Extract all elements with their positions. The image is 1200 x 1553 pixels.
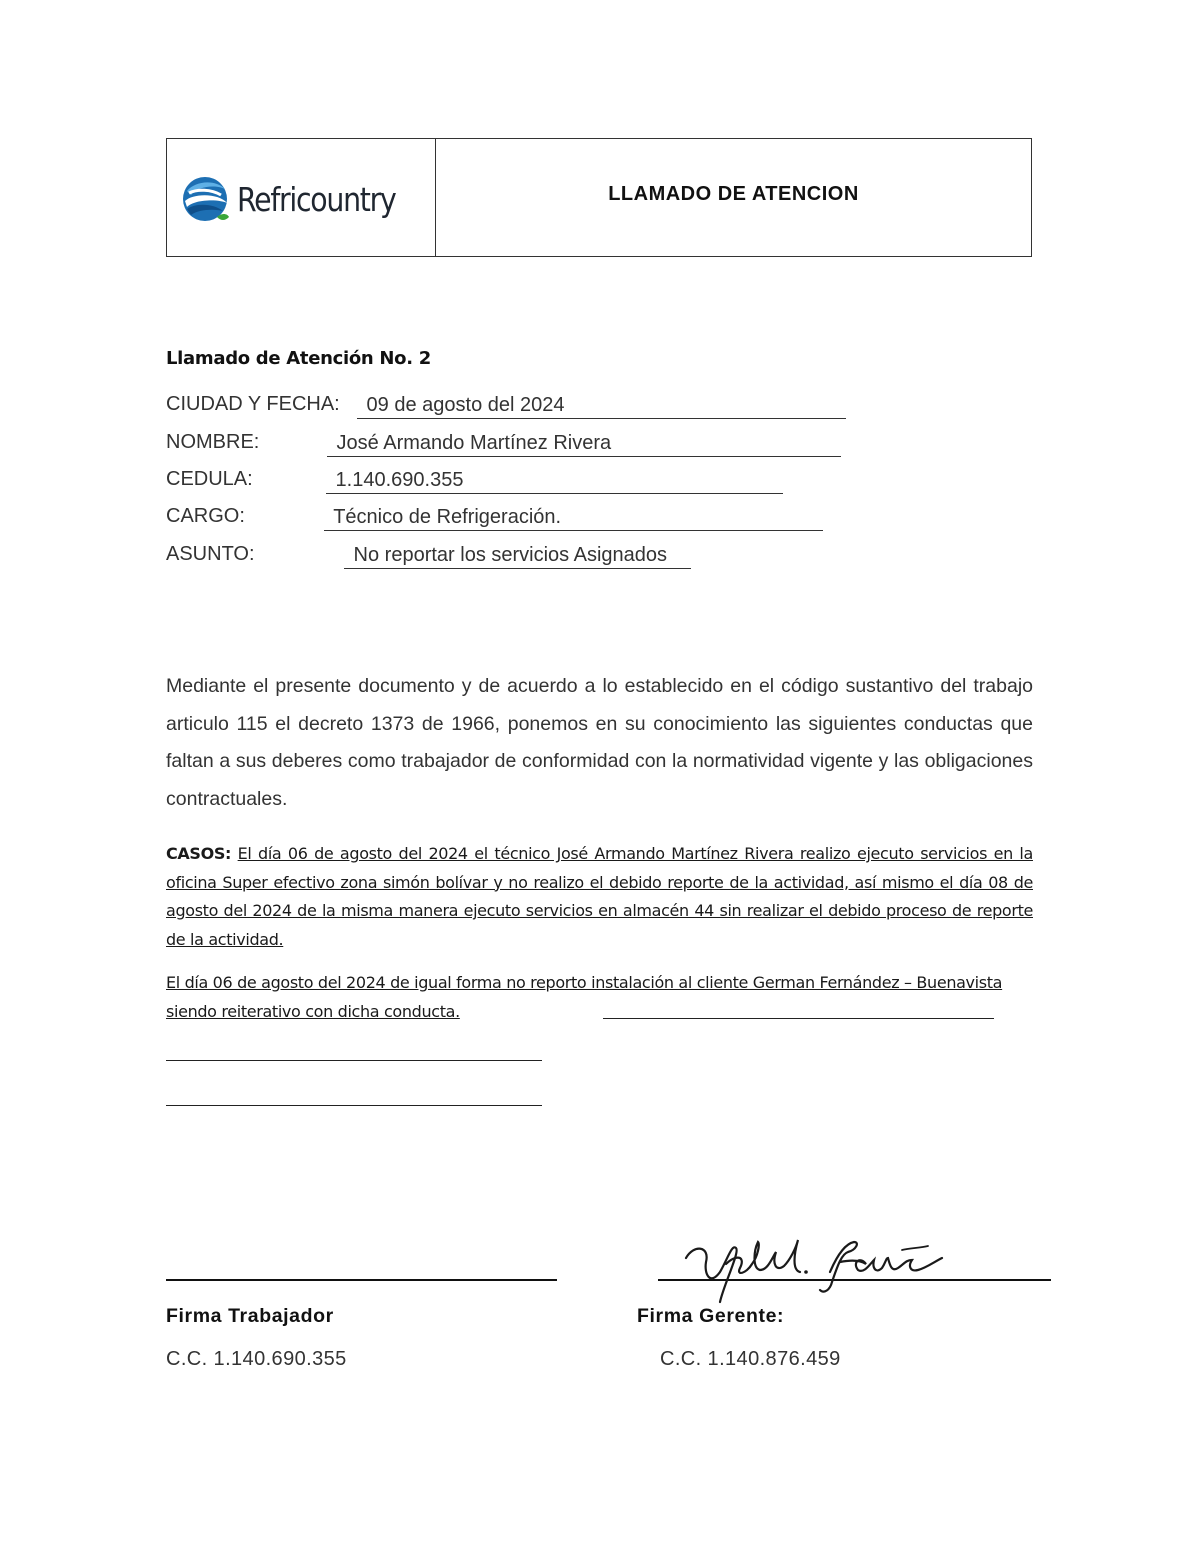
logo-wordmark: Refricountry	[236, 180, 396, 219]
field-label: CEDULA:	[166, 468, 253, 490]
cases-label: CASOS:	[166, 844, 232, 863]
cases-text: El día 06 de agosto del 2024 el técnico José Armando Martínez Rivera realizo ejecuto servicios en la oficina Super efectivo zona simón bolívar y no realizo el debido reporte de la actividad, así mismo el día 08 de agosto del 2024 de la misma manera ejecuto servicios en almacén 44 sin realizar el debido proceso de reporte de la actividad.	[166, 844, 1033, 949]
manager-signature-label: Firma Gerente:	[637, 1305, 785, 1327]
globe-icon	[181, 171, 231, 229]
blank-line	[166, 1105, 542, 1106]
body-paragraph: Mediante el presente documento y de acuerdo a lo establecido en el código sustantivo del trabajo articulo 115 el decreto 1373 de 1966, ponemos en su conocimiento las siguientes conductas que faltan a sus deberes como trabajador de conformidad con la normatividad vigente y las obligaciones contractuales.	[166, 675, 1033, 810]
field-value: 1.140.690.355	[326, 468, 783, 494]
worker-signature-line	[166, 1279, 557, 1281]
field-value: José Armando Martínez Rivera	[327, 431, 841, 457]
document-title: LLAMADO DE ATENCION	[608, 183, 859, 205]
cases-trailing-line	[603, 1018, 994, 1019]
field-label: ASUNTO:	[166, 543, 255, 565]
cases-text-2: El día 06 de agosto del 2024 de igual forma no reporto instalación al cliente German Fernández – Buenavista siendo reiterativo con dicha conducta.	[166, 973, 1003, 1021]
blank-line	[166, 1060, 542, 1061]
field-value: No reportar los servicios Asignados	[344, 543, 691, 569]
field-label: CARGO:	[166, 505, 245, 527]
field-label: CIUDAD Y FECHA:	[166, 393, 340, 415]
manager-handwritten-signature	[680, 1234, 970, 1304]
manager-cc: C.C. 1.140.876.459	[660, 1348, 841, 1370]
company-logo	[181, 171, 421, 229]
cases-paragraph	[166, 840, 1033, 954]
field-value: 09 de agosto del 2024	[357, 393, 846, 419]
document-header	[166, 138, 1032, 257]
worker-signature-label: Firma Trabajador	[166, 1305, 334, 1327]
worker-cc: C.C. 1.140.690.355	[166, 1348, 347, 1370]
title-cell	[436, 139, 1031, 256]
field-label: NOMBRE:	[166, 431, 260, 453]
notice-number: Llamado de Atención No. 2	[166, 348, 431, 369]
field-value: Técnico de Refrigeración.	[324, 505, 823, 531]
logo-cell	[167, 139, 436, 256]
